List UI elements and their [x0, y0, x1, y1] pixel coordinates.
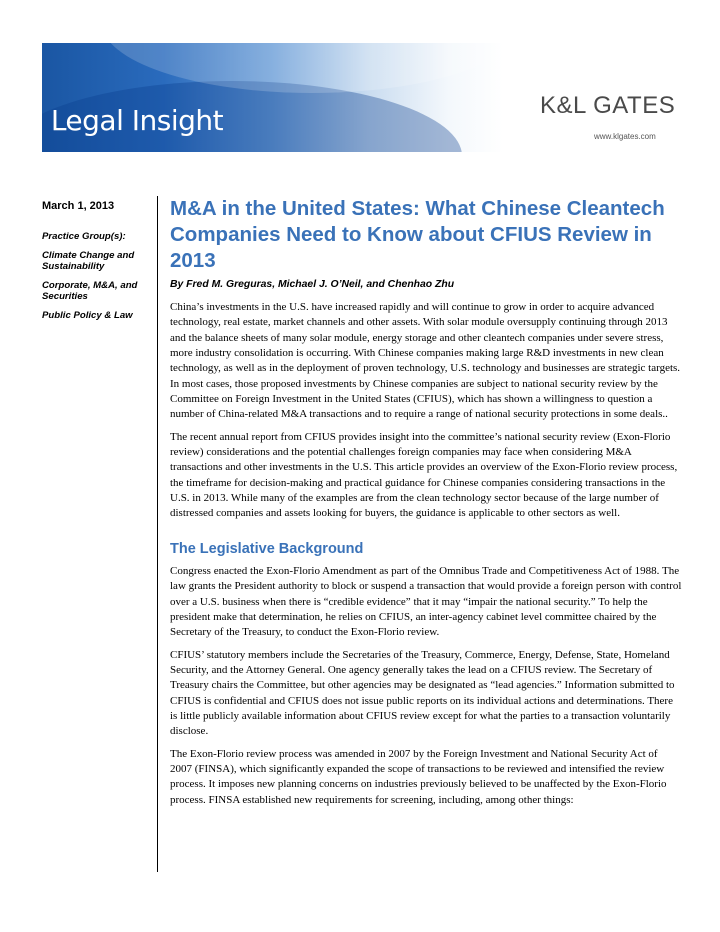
article-authors: By Fred M. Greguras, Michael J. O’Neil, and Chenhao Zhu — [170, 279, 455, 290]
practice-group-item: Public Policy & Law — [42, 310, 133, 322]
paragraph: The Exon-Florio review process was amended in 2007 by the Foreign Investment and National Security Act of 2007 (FINSA), which significantly expanded the scope of transactions to be reviewed and intensified the review process. It imposes new planning concerns on industries previously believed to be unaffected by the Exon-Florio process. FINSA established new requirements for screening, including, among other things: — [170, 747, 667, 806]
paragraph: China’s investments in the U.S. have increased rapidly and will continue to grow in order to acquire advanced technology, real estate, market channels and other assets. With solar module oversupply continuing through 2013 and the balance sheets of many solar module, energy storage and other cleantech companies under severe stress, more industry consolidation is occurring. With Chinese companies making large R&D investments in new clean technology, as well as in the deployment of proven technology, U.S. technology and businesses are strategic targets. In most cases, those proposed investments by Chinese companies are subject to national security review by the Committee on Foreign Investment in the United States (CFIUS), which has shown a willingness to question a number of China-related M&A transactions and to require a range of national security protections in some deals.. — [170, 301, 681, 421]
sidebar — [42, 200, 154, 329]
header-banner — [42, 43, 720, 152]
article-body — [170, 196, 682, 815]
practice-group-label: Practice Group(s): — [42, 231, 126, 242]
firm-logo: K&L GATES — [540, 92, 676, 119]
paragraph: The recent annual report from CFIUS provides insight into the committee’s national security review (Exon-Florio review) considerations and the potential challenges foreign companies may face when considering M&A transactions and other investments in the U.S. This article provides an overview of the Exon-Florio review process, the timeframe for decision-making and practical guidance for Chinese companies considering transactions in the U.S. in 2013. While many of the examples are from the clean technology sector because of the large number of distressed companies and assets looking for buyers, the guidance is applicable to other sectors as well. — [170, 430, 678, 520]
paragraph: CFIUS’ statutory members include the Secretaries of the Treasury, Commerce, Energy, Defense, State, Homeland Security, and the Attorney General. One agency generally takes the lead on a CFIUS review. The Secretary of Treasury chairs the Committee, but other agencies may be designated as “lead agencies.” Information submitted to CFIUS is confidential and CFIUS does not issue public reports on its individual actions and determinations. There is little publicly available information about CFIUS review except for what the parties to a transaction voluntarily disclose. — [170, 648, 675, 738]
practice-group-item: Corporate, M&A, and Securities — [42, 280, 138, 303]
publication-date: March 1, 2013 — [42, 200, 115, 212]
practice-group-item: Climate Change and Sustainability — [42, 250, 135, 273]
article-title: M&A in the United States: What Chinese Cleantech Companies Need to Know about CFIUS Review in 2013 — [170, 197, 665, 272]
paragraph: Congress enacted the Exon-Florio Amendment as part of the Omnibus Trade and Competitiveness Act of 1988. The law grants the President authority to block or suspend a transaction that would provide a foreign person with control over a U.S. business when there is “credible evidence” that it may “impair the national security.” To help the president make that determination, he relies on CFIUS, an inter-agency cabinet level committee chaired by the Secretary of the Treasury, to conduct the Exon-Florio review. — [170, 564, 682, 639]
banner-title: Legal Insight — [50, 104, 224, 137]
firm-url[interactable]: www.klgates.com — [594, 132, 656, 141]
section-heading: The Legislative Background — [170, 540, 364, 557]
column-divider — [157, 196, 158, 872]
